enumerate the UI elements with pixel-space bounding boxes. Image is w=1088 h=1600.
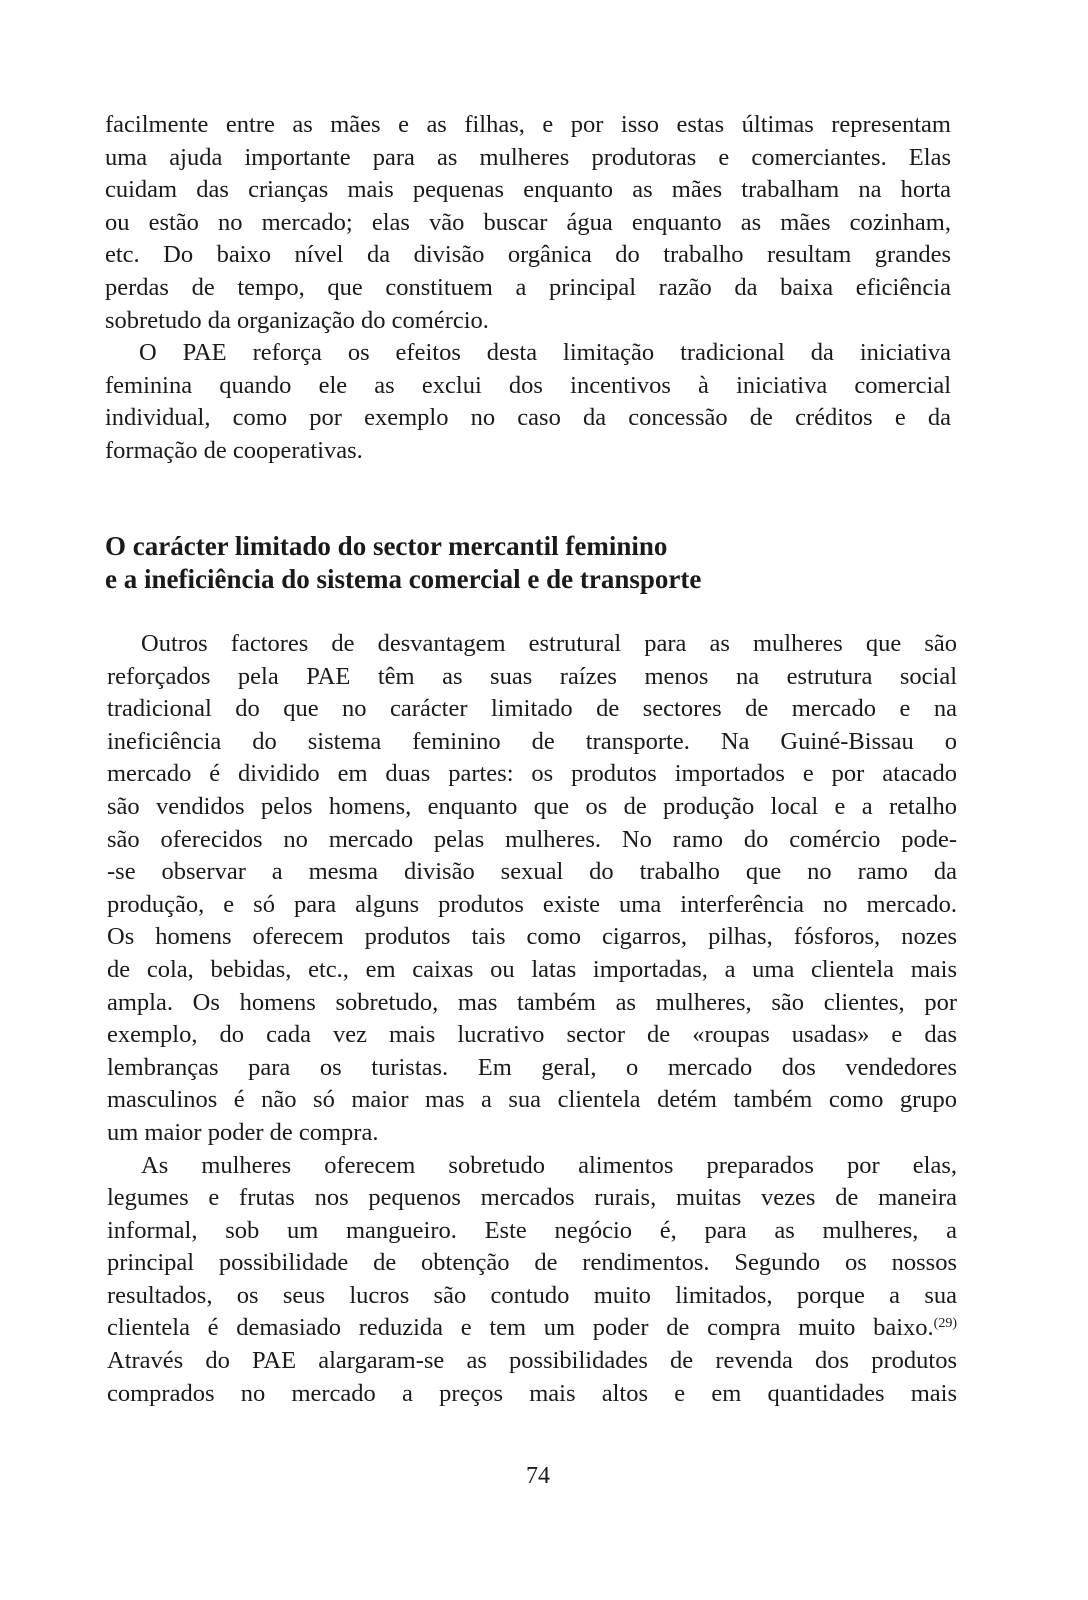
text-line [107,1182,957,1215]
line-text: de cola, bebidas, etc., em caixas ou latas importadas, a uma clientela mais [107,955,957,983]
text-line [107,1084,957,1117]
line-text: facilmente entre as mães e as filhas, e por isso estas últimas representam [105,111,951,138]
line-text: principal possibilidade de obtenção de rendimentos. Segundo os nossos [107,1249,957,1277]
line-text: reforçados pela PAE têm as suas raízes menos na estrutura social [107,662,957,690]
text-line [105,207,951,240]
text-line [107,758,957,791]
text-line [107,889,957,922]
text-line [107,1150,957,1183]
text-line [107,824,957,857]
paragraph [105,337,951,467]
text-line [105,337,951,370]
text-line [107,1052,957,1085]
line-text: etc. Do baixo nível da divisão orgânica do trabalho resultam grandes [105,241,951,269]
text-line [107,628,957,661]
line-text: formação de cooperativas. [105,436,363,464]
section-1-text [105,109,951,468]
text-line [107,693,957,726]
text-line [107,1117,957,1150]
text-line [105,272,951,305]
line-text: ou estão no mercado; elas vão buscar água enquanto as mães cozinham, [105,208,951,236]
line-text: um maior poder de compra. [107,1118,379,1146]
line-text: comprados no mercado a preços mais altos e em quantidades mais [107,1379,957,1407]
text-line [105,402,951,435]
line-text: individual, como por exemplo no caso da concessão de créditos e da [105,404,951,432]
text-line [107,661,957,694]
footnote-reference: (29) [933,1316,957,1332]
paragraph [107,628,957,1150]
line-text: perdas de tempo, que constituem a principal razão da baixa eficiência [105,273,951,301]
line-text: são oferecidos no mercado pelas mulheres. No ramo do comércio pode- [107,825,957,853]
text-line [105,142,951,175]
paragraph [105,109,951,337]
heading-line: e a ineficiência do sistema comercial e de transporte [105,564,702,594]
section-heading [105,530,701,596]
text-line [107,954,957,987]
line-text: As mulheres oferecem sobretudo alimentos preparados por elas, [141,1151,957,1179]
line-text: uma ajuda importante para as mulheres produtoras e comerciantes. Elas [105,143,951,171]
paragraph [107,1150,957,1411]
text-line [107,1378,957,1411]
section-2-text [107,628,957,1410]
text-line [107,1247,957,1280]
line-text: produção, e só para alguns produtos existe uma interferência no mercado. [107,890,957,918]
line-text: ampla. Os homens sobretudo, mas também as mulheres, são clientes, por [107,988,957,1016]
line-text: feminina quando ele as exclui dos incentivos à iniciativa comercial [105,371,951,399]
text-line [105,370,951,403]
line-text: -se observar a mesma divisão sexual do trabalho que no ramo da [107,858,957,886]
text-line [105,435,951,468]
line-text: tradicional do que no carácter limitado de sectores de mercado e na [107,695,957,723]
text-line [107,856,957,889]
line-text: Os homens oferecem produtos tais como cigarros, pilhas, fósforos, nozes [107,923,957,951]
line-text: resultados, os seus lucros são contudo muito limitados, porque a sua [107,1281,957,1309]
text-line [107,1019,957,1052]
text-line [107,987,957,1020]
text-line [107,726,957,759]
line-text: Através do PAE alargaram-se as possibilidades de revenda dos produtos [107,1347,957,1375]
line-text: sobretudo da organização do comércio. [105,306,489,334]
line-text: legumes e frutas nos pequenos mercados rurais, muitas vezes de maneira [107,1184,957,1212]
text-line [105,239,951,272]
line-text: informal, sob um mangueiro. Este negócio é, para as mulheres, a [107,1216,957,1244]
page-number: 74 [526,1463,550,1489]
text-line [107,1280,957,1313]
text-line [105,109,951,142]
line-text: masculinos é não só maior mas a sua clientela detém também como grupo [107,1086,957,1114]
heading-line: O carácter limitado do sector mercantil feminino [105,531,668,561]
line-text: cuidam das crianças mais pequenas enquanto as mães trabalham na horta [105,176,951,204]
line-text: O PAE reforça os efeitos desta limitação tradicional da iniciativa [139,339,951,367]
line-text: ineficiência do sistema feminino de transporte. Na Guiné-Bissau o [107,727,957,755]
text-line [107,921,957,954]
line-text: são vendidos pelos homens, enquanto que os de produção local e a retalho [107,792,957,820]
line-text: clientela é demasiado reduzida e tem um poder de compra muito baixo. [107,1314,934,1342]
line-text: exemplo, do cada vez mais lucrativo sector de «roupas usadas» e das [107,1021,957,1049]
line-text: mercado é dividido em duas partes: os produtos importados e por atacado [107,760,957,788]
text-line [107,1345,957,1378]
line-text: Outros factores de desvantagem estrutural para as mulheres que são [141,630,957,657]
text-line [107,1215,957,1248]
text-line [107,791,957,824]
text-line [105,174,951,207]
line-text: lembranças para os turistas. Em geral, o mercado dos vendedores [107,1053,957,1081]
text-line [105,305,951,338]
text-line [107,1312,957,1345]
